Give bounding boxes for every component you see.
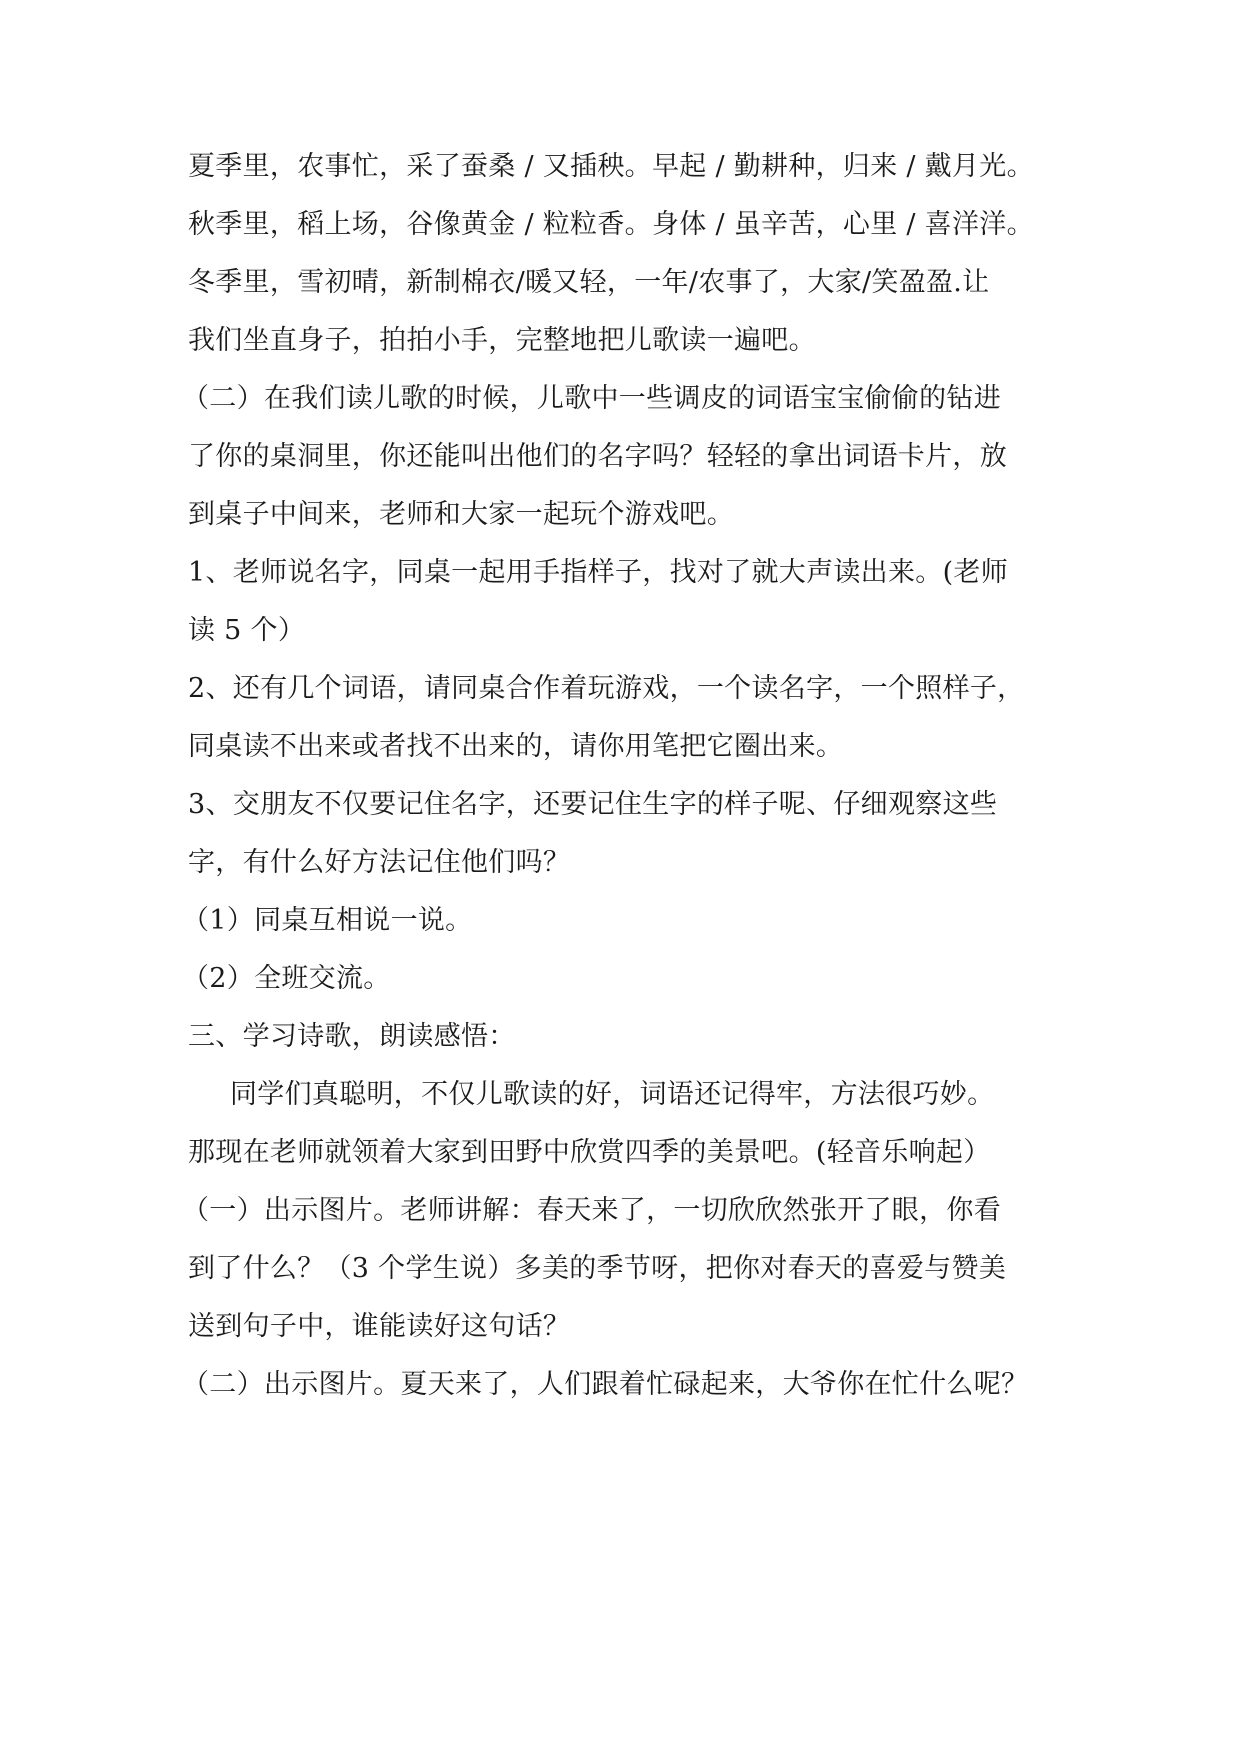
text-line: 字，有什么好方法记住他们吗？ [188,847,571,878]
text-line: 3、交朋友不仅要记住名字，还要记住生字的样子呢、仔细观察这些 [188,789,998,820]
text-line: 同桌读不出来或者找不出来的，请你用笔把它圈出来。 [188,731,844,762]
text-line: （一）出示图片。老师讲解：春天来了，一切欣欣然张开了眼，你看 [182,1195,1001,1226]
text-line: 夏季里，农事忙，采了蚕桑 / 又插秧。早起 / 勤耕种，归来 / 戴月光。 [188,151,1034,182]
section-heading: 三、学习诗歌，朗读感悟： [188,1021,516,1052]
text-line: 冬季里，雪初晴，新制棉衣/暖又轻，一年/农事了，大家/笑盈盈.让 [188,267,990,298]
text-line: 那现在老师就领着大家到田野中欣赏四季的美景吧。(轻音乐响起） [188,1137,991,1168]
text-line: （二）在我们读儿歌的时候，儿歌中一些调皮的词语宝宝偷偷的钻进 [182,383,1001,414]
text-line: 了你的桌洞里，你还能叫出他们的名字吗？轻轻的拿出词语卡片，放 [188,441,1007,472]
text-line: 秋季里，稻上场，谷像黄金 / 粒粒香。身体 / 虽辛苦，心里 / 喜洋洋。 [188,209,1034,240]
text-line: （2）全班交流。 [182,963,391,994]
text-line: 送到句子中，谁能读好这句话？ [188,1311,571,1342]
text-line: 1、老师说名字，同桌一起用手指样子，找对了就大声读出来。(老师 [188,557,1009,588]
text-line: 2、还有几个词语，请同桌合作着玩游戏，一个读名字，一个照样子， [188,673,1025,704]
text-line: （1）同桌互相说一说。 [182,905,473,936]
text-line: 到了什么？（3 个学生说）多美的季节呀，把你对春天的喜爱与赞美 [188,1253,1007,1284]
text-line: 我们坐直身子，拍拍小手，完整地把儿歌读一遍吧。 [188,325,816,356]
text-line: （二）出示图片。夏天来了，人们跟着忙碌起来，大爷你在忙什么呢？ [182,1369,1029,1400]
text-line: 读 5 个） [188,615,306,646]
text-line: 同学们真聪明，不仅儿歌读的好，词语还记得牢，方法很巧妙。 [230,1079,995,1110]
text-line: 到桌子中间来，老师和大家一起玩个游戏吧。 [188,499,734,530]
